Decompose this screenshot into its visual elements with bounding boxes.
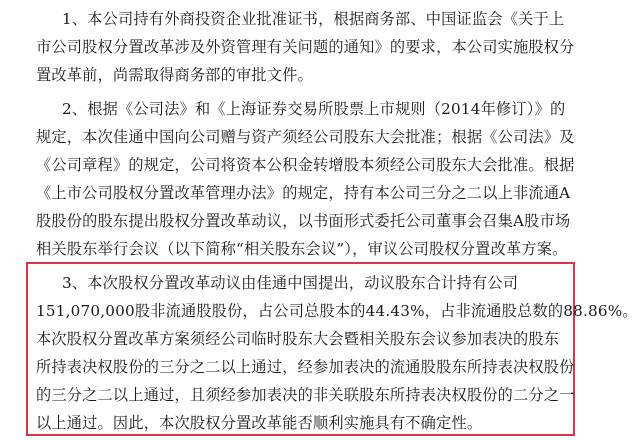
paragraph-3-line-6: 以上通过。因此，本次股权分置改革能否顺利实施具有不确定性。 (36, 414, 483, 432)
paragraph-1-line-3: 置改革前，尚需取得商务部的审批文件。 (36, 66, 313, 84)
paragraph-3-line-3: 本次股权分置改革方案须经公司临时股东大会暨相关股东会议参加表决的股东 (36, 330, 560, 348)
paragraph-1-line-2: 市公司股权分置改革涉及外资管理有关问题的通知》的要求，本公司实施股权分 (36, 38, 575, 56)
paragraph-1-line-1: 1、本公司持有外商投资企业批准证书，根据商务部、中国证监会《关于上 (62, 10, 565, 28)
paragraph-2-line-4: 《上市公司股权分置改革管理办法》的规定，持有本公司三分之二以上非流通A (36, 184, 571, 202)
paragraph-2-line-3: 《公司章程》的规定，公司将资本公积金转增股本须经公司股东大会批准。根据 (36, 156, 575, 174)
paragraph-2-line-5: 股股份的股东提出股权分置改革动议，以书面形式委托公司董事会召集A股市场 (36, 212, 571, 230)
paragraph-3-line-4: 所持表决权股份的三分之二以上通过，经参加表决的流通股股东所持表决权股份 (36, 358, 575, 376)
paragraph-3-line-5: 的三分之二以上通过，且须经参加表决的非关联股东所持表决权股份的二分之一 (36, 386, 575, 404)
paragraph-2-line-2: 规定，本次佳通中国向公司赠与资产须经公司股东大会批准；根据《公司法》及 (36, 128, 575, 146)
paragraph-2-line-6: 相关股东举行会议（以下简称“相关股东会议”），审议公司股权分置改革方案。 (36, 240, 568, 258)
paragraph-2-line-1: 2、根据《公司法》和《上海证券交易所股票上市规则（2014年修订）》的 (62, 100, 566, 118)
paragraph-3-line-2: 151,070,000股非流通股股份，占公司总股本的44.43%，占非流通股总数的88.86%。 (36, 302, 638, 320)
paragraph-3-line-1: 3、本次股权分置改革动议由佳通中国提出，动议股东合计持有公司 (62, 274, 519, 292)
